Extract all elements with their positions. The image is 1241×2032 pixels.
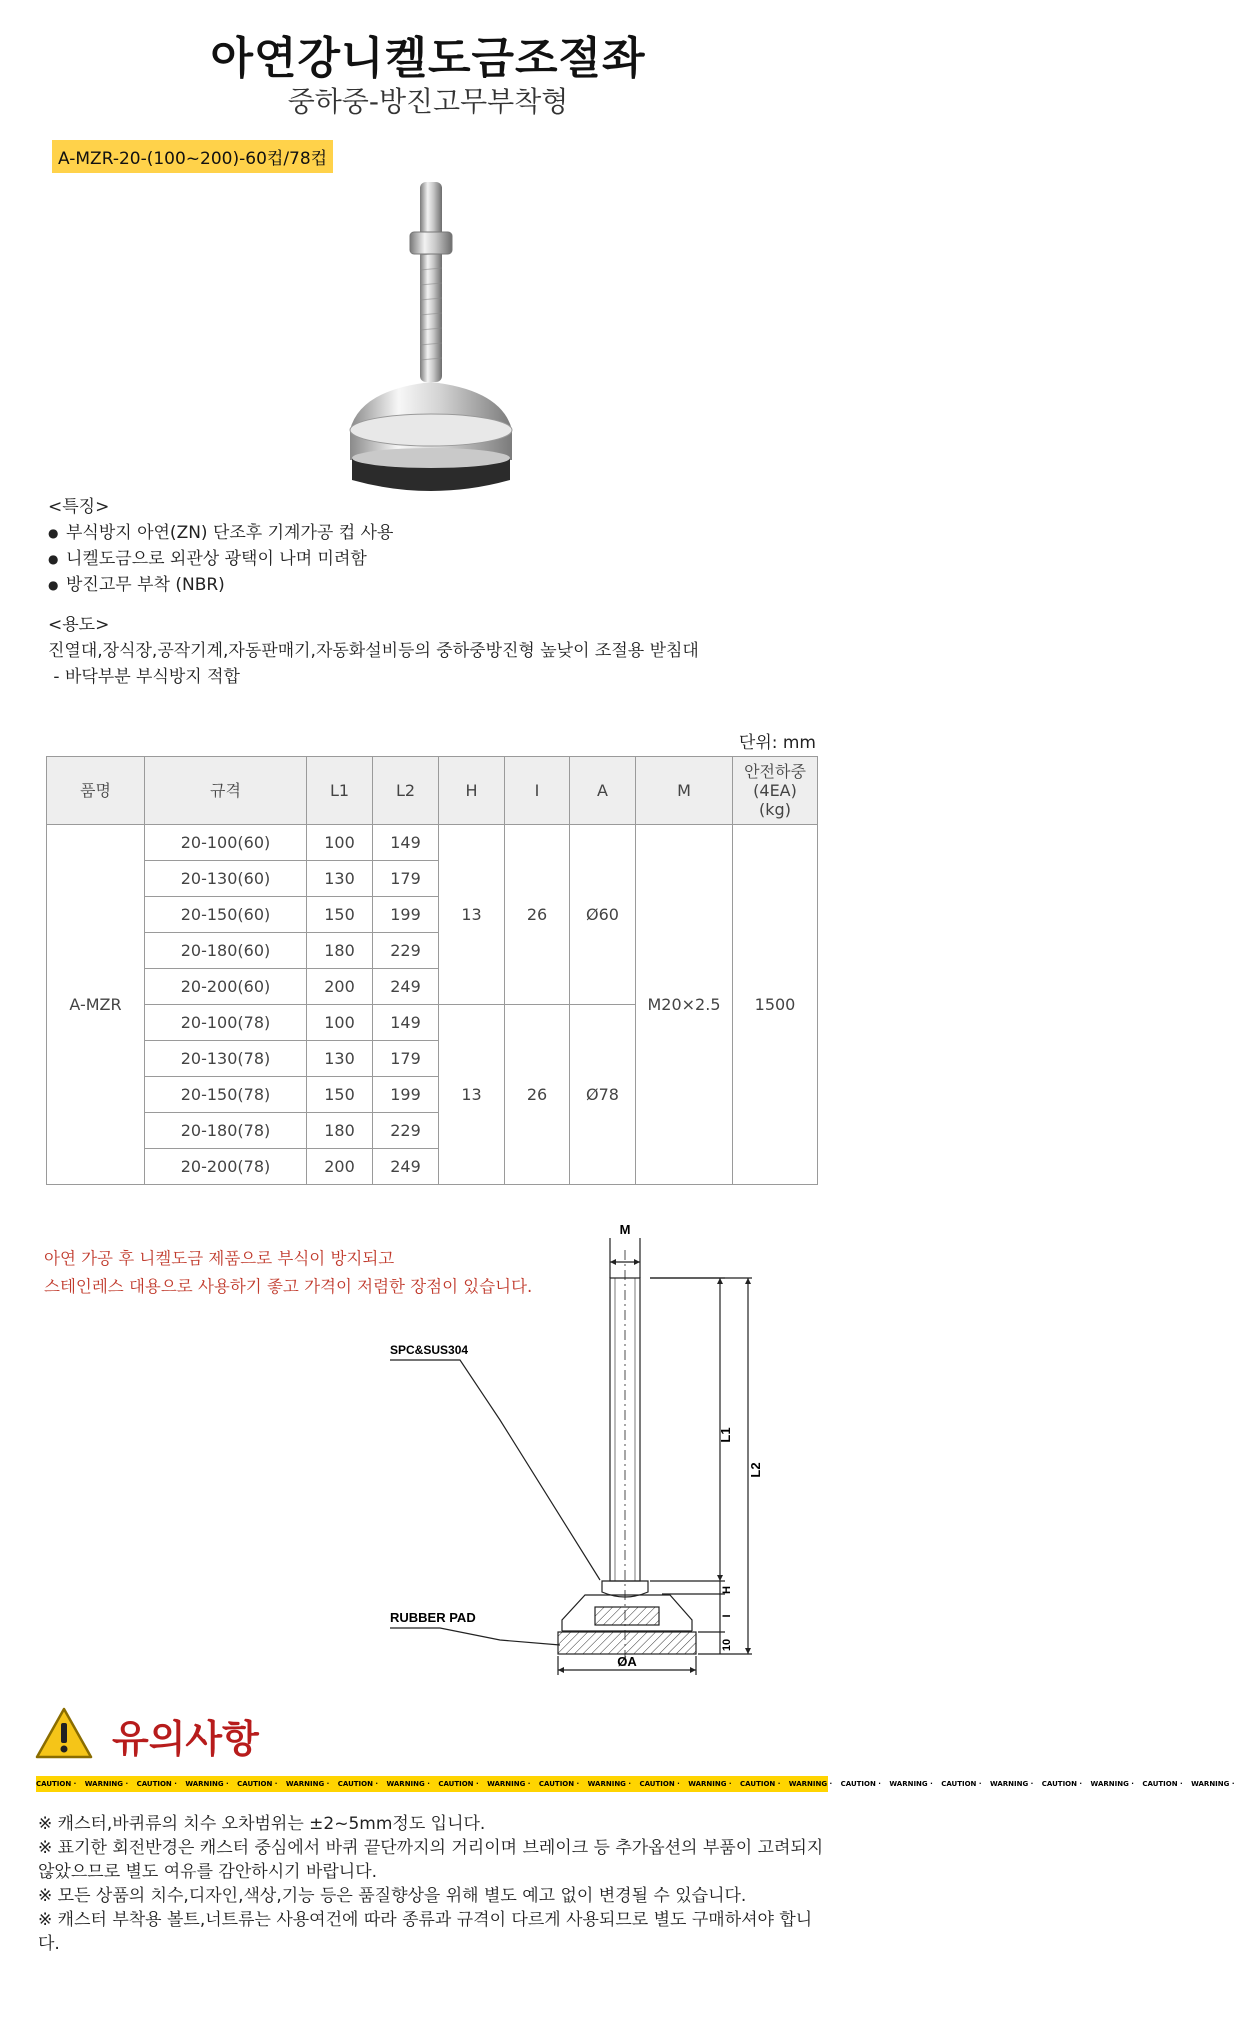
features-heading: <특징> xyxy=(48,497,110,517)
cell-load: 1500 xyxy=(733,825,818,1185)
feature-item: ● 부식방지 아연(ZN) 단조후 기계가공 컵 사용 xyxy=(48,520,393,546)
caution-strip-word: CAUTION · xyxy=(136,1780,180,1788)
dim-i-label: I xyxy=(721,1614,733,1618)
caution-strip-word: WARNING · xyxy=(989,1780,1036,1788)
cell-a: Ø78 xyxy=(570,1005,636,1185)
cell-l2: 179 xyxy=(373,861,439,897)
header-h: H xyxy=(439,757,505,825)
dim-l2-label: L2 xyxy=(748,1462,763,1478)
caution-strip-word: CAUTION · xyxy=(1142,1780,1186,1788)
cell-l1: 200 xyxy=(307,1149,373,1185)
cell-l2: 199 xyxy=(373,897,439,933)
caution-strip-word: WARNING · xyxy=(487,1780,533,1788)
header-l1: L1 xyxy=(307,757,373,825)
cell-l2: 149 xyxy=(373,825,439,861)
note-item: ※ 모든 상품의 치수,디자인,색상,기능 등은 품질향상을 위해 별도 예고 없이 변경될 수 있습니다. xyxy=(38,1886,747,1906)
caution-strip-word: WARNING · xyxy=(688,1780,735,1788)
note-item: ※ 캐스터,바퀴류의 치수 오차범위는 ±2~5mm정도 입니다. xyxy=(38,1814,486,1834)
feature-item: ● 니켈도금으로 외관상 광택이 나며 미려함 xyxy=(48,546,393,572)
caution-strip-word: WARNING · xyxy=(587,1780,634,1788)
table-row xyxy=(47,825,818,861)
cell-spec: 20-150(60) xyxy=(145,897,307,933)
cell-l2: 249 xyxy=(373,1149,439,1185)
cell-spec: 20-150(78) xyxy=(145,1077,307,1113)
caution-strip-word: CAUTION · xyxy=(1041,1780,1085,1788)
caution-strip-word: CAUTION · xyxy=(941,1780,984,1788)
model-code-tag: A-MZR-20-(100~200)-60컵/78컵 xyxy=(52,140,333,173)
cell-l1: 150 xyxy=(307,1077,373,1113)
usage-line: - 바닥부분 부식방지 적합 xyxy=(48,667,240,687)
cell-l2: 249 xyxy=(373,969,439,1005)
cell-spec: 20-200(78) xyxy=(145,1149,307,1185)
notes-section xyxy=(38,1812,828,1956)
caution-strip-word: CAUTION · xyxy=(538,1780,582,1788)
caution-strip-word: CAUTION · xyxy=(438,1780,482,1788)
header-name: 품명 xyxy=(47,757,145,825)
note-item: ※ 표기한 회전반경은 캐스터 중심에서 바퀴 끝단까지의 거리이며 브레이크 등 추가옵션의 부품이 고려되지 않았으므로 별도 여유를 감안하시기 바랍니다. xyxy=(38,1838,824,1882)
cell-spec: 20-180(60) xyxy=(145,933,307,969)
cell-h: 13 xyxy=(439,1005,505,1185)
header-l2: L2 xyxy=(373,757,439,825)
cell-i: 26 xyxy=(505,825,570,1005)
cell-l2: 229 xyxy=(373,933,439,969)
cell-l1: 130 xyxy=(307,861,373,897)
cell-l2: 149 xyxy=(373,1005,439,1041)
red-note-line: 아연 가공 후 니켈도금 제품으로 부식이 방지되고 xyxy=(44,1249,395,1268)
red-note-line: 스테인레스 대용으로 사용하기 좋고 가격이 저렴한 장점이 있습니다. xyxy=(44,1277,533,1296)
technical-drawing xyxy=(380,1220,830,1670)
caution-strip-word: WARNING · xyxy=(788,1780,835,1788)
caution-title: 유의사항 xyxy=(112,1717,259,1761)
cell-spec: 20-100(60) xyxy=(145,825,307,861)
cell-l1: 180 xyxy=(307,1113,373,1149)
caution-strip-word: CAUTION · xyxy=(740,1780,783,1788)
page-title: 아연강니켈도금조절좌 xyxy=(210,33,646,84)
dim-h-label: H xyxy=(721,1586,733,1594)
cell-name: A-MZR xyxy=(47,825,145,1185)
caution-strip-word: WARNING · xyxy=(285,1780,332,1788)
cell-l1: 100 xyxy=(307,825,373,861)
cell-i: 26 xyxy=(505,1005,570,1185)
caution-strip-word: WARNING · xyxy=(84,1780,131,1788)
usage-heading: <용도> xyxy=(48,615,110,635)
usage-line: 진열대,장식장,공작기계,자동판매기,자동화설비등의 중하중방진형 높낮이 조절용 받침대 xyxy=(48,641,699,661)
cell-l2: 199 xyxy=(373,1077,439,1113)
unit-label: 단위: mm xyxy=(738,733,816,753)
feature-item: ● 방진고무 부착 (NBR) xyxy=(48,572,393,598)
features-section xyxy=(48,494,393,598)
spec-table xyxy=(46,756,818,1185)
cell-spec: 20-200(60) xyxy=(145,969,307,1005)
caution-strip-word: WARNING · xyxy=(889,1780,936,1788)
cell-l2: 229 xyxy=(373,1113,439,1149)
page-subtitle: 중하중-방진고무부착형 xyxy=(287,85,569,118)
cell-spec: 20-100(78) xyxy=(145,1005,307,1041)
caution-strip xyxy=(36,1776,1235,1792)
header-m: M xyxy=(636,757,733,825)
header-i: I xyxy=(505,757,570,825)
table-header-row xyxy=(47,757,818,825)
header-load-line: (4EA) xyxy=(753,781,797,800)
cell-spec: 20-130(78) xyxy=(145,1041,307,1077)
dim-a-label: ØA xyxy=(617,1654,637,1669)
cell-l1: 180 xyxy=(307,933,373,969)
caution-strip-word: CAUTION · xyxy=(36,1780,79,1788)
header-load xyxy=(733,757,818,825)
dim-10-label: 10 xyxy=(721,1638,733,1652)
cell-m: M20×2.5 xyxy=(636,825,733,1185)
caution-strip-word: CAUTION · xyxy=(237,1780,280,1788)
caution-strip-word: WARNING · xyxy=(386,1780,433,1788)
cell-spec: 20-130(60) xyxy=(145,861,307,897)
header-spec: 규격 xyxy=(145,757,307,825)
cell-spec: 20-180(78) xyxy=(145,1113,307,1149)
note-item: ※ 캐스터 부착용 볼트,너트류는 사용여건에 따라 종류과 규격이 다르게 사용되므로 별도 구매하셔야 합니다. xyxy=(38,1910,813,1954)
cell-h: 13 xyxy=(439,825,505,1005)
caution-strip-word: CAUTION · xyxy=(840,1780,884,1788)
header-load-line: (kg) xyxy=(759,800,791,819)
caution-strip-word: CAUTION · xyxy=(639,1780,683,1788)
cell-l1: 150 xyxy=(307,897,373,933)
dim-l1-label: L1 xyxy=(718,1427,733,1443)
rubber-pad-label: RUBBER PAD xyxy=(390,1610,476,1625)
caution-strip-word: WARNING · xyxy=(1090,1780,1137,1788)
caution-strip-word: WARNING · xyxy=(185,1780,232,1788)
cell-l1: 200 xyxy=(307,969,373,1005)
caution-strip-word: CAUTION · xyxy=(337,1780,381,1788)
material-label: SPC&SUS304 xyxy=(390,1343,469,1357)
product-photo xyxy=(300,140,700,520)
warning-icon xyxy=(34,1705,94,1761)
usage-section xyxy=(48,612,699,690)
header-a: A xyxy=(570,757,636,825)
caution-strip-word: WARNING · xyxy=(1191,1780,1235,1788)
cell-l1: 100 xyxy=(307,1005,373,1041)
cell-l1: 130 xyxy=(307,1041,373,1077)
dim-m-label: M xyxy=(619,1222,631,1237)
header-load-line: 안전하중 xyxy=(744,762,806,781)
cell-a: Ø60 xyxy=(570,825,636,1005)
cell-l2: 179 xyxy=(373,1041,439,1077)
